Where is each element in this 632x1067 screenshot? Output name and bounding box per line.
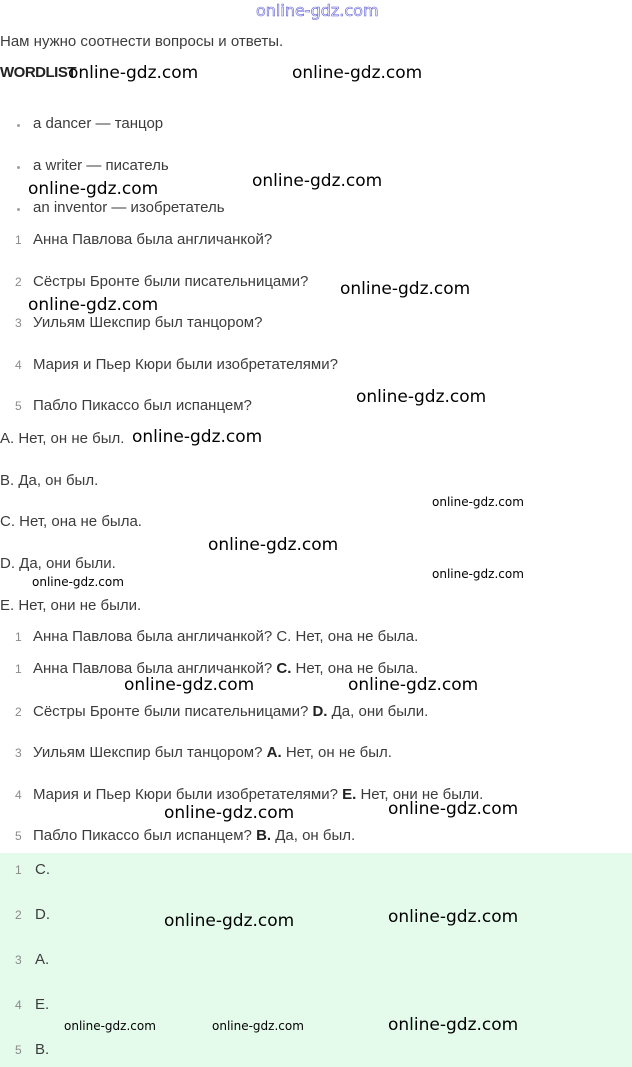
watermark: online-gdz.com [28, 295, 159, 315]
match-row [33, 744, 392, 761]
answer-letter: C. [35, 861, 50, 878]
match-number: 2 [15, 705, 22, 719]
bullet [17, 208, 20, 211]
match-question: Анна Павлова была англичанкой? [33, 660, 273, 677]
answer-number: 4 [15, 998, 22, 1012]
word-item: a writer — писатель [33, 157, 169, 174]
question-number: 2 [15, 275, 22, 289]
question-text: Мария и Пьер Кюри были изобретателями? [33, 356, 338, 373]
option-item: A. Нет, он не был. [0, 430, 125, 447]
answer-number: 2 [15, 908, 22, 922]
bullet [17, 166, 20, 169]
match-answer: Да, они были. [331, 703, 429, 720]
match-letter: B. [256, 827, 272, 844]
watermark: online-gdz.com [64, 1019, 156, 1033]
watermark: online-gdz.com [28, 179, 159, 199]
match-answer: Да, он был. [275, 827, 356, 844]
watermark: online-gdz.com [32, 575, 124, 589]
watermark: online-gdz.com [388, 907, 519, 927]
match-question: Сёстры Бронте были писательницами? [33, 703, 309, 720]
match-row [33, 703, 428, 720]
question-text: Пабло Пикассо был испанцем? [33, 397, 252, 414]
match-row [33, 827, 355, 844]
watermark: online-gdz.com [388, 799, 519, 819]
match-question: Пабло Пикассо был испанцем? [33, 827, 252, 844]
match-letter: A. [266, 744, 282, 761]
question-number: 4 [15, 358, 22, 372]
answer-box [0, 853, 632, 1067]
match-answer: Нет, он не был. [285, 744, 392, 761]
answer-letter: B. [35, 1041, 50, 1058]
watermark: online-gdz.com [208, 535, 339, 555]
option-item: E. Нет, они не были. [0, 597, 142, 614]
question-number: 3 [15, 316, 22, 330]
question-number: 1 [15, 233, 22, 247]
question-text: Анна Павлова была англичанкой? [33, 231, 273, 248]
match-answer: Нет, она не была. [295, 660, 419, 677]
match-number: 3 [15, 746, 22, 760]
watermark: online-gdz.com [212, 1019, 304, 1033]
watermark: online-gdz.com [124, 675, 255, 695]
question-text: Сёстры Бронте были писательницами? [33, 273, 309, 290]
match-answer: Нет, они не были. [360, 786, 484, 803]
answer-letter: A. [35, 951, 50, 968]
watermark: online-gdz.com [164, 803, 295, 823]
watermark: online-gdz.com [432, 495, 524, 509]
option-item: C. Нет, она не была. [0, 513, 142, 530]
watermark: online-gdz.com [356, 387, 487, 407]
word-item: an inventor — изобретатель [33, 199, 225, 216]
watermark: online-gdz.com [132, 427, 263, 447]
answer-letter: D. [35, 906, 50, 923]
answer-number: 5 [15, 1043, 22, 1057]
watermark: online-gdz.com [388, 1015, 519, 1035]
match-letter: D. [312, 703, 328, 720]
watermark: online-gdz.com [340, 279, 471, 299]
watermark: online-gdz.com [164, 911, 295, 931]
watermark: online-gdz.com [252, 171, 383, 191]
question-text: Уильям Шекспир был танцором? [33, 314, 263, 331]
example-text: Анна Павлова была англичанкой? С. Нет, она не была. [33, 628, 419, 645]
answer-letter: E. [35, 996, 50, 1013]
watermark: online-gdz.com [292, 63, 423, 83]
word-item: a dancer — танцор [33, 115, 164, 132]
match-number: 5 [15, 829, 22, 843]
bullet [17, 124, 20, 127]
match-question: Уильям Шекспир был танцором? [33, 744, 263, 761]
example-number: 1 [15, 630, 22, 644]
option-item: D. Да, они были. [0, 555, 116, 572]
watermark: online-gdz.com [348, 675, 479, 695]
match-letter: E. [342, 786, 357, 803]
match-number: 4 [15, 788, 22, 802]
match-letter: C. [276, 660, 292, 677]
question-number: 5 [15, 399, 22, 413]
answer-number: 1 [15, 863, 22, 877]
wordlist-label: WORDLIST [0, 64, 76, 81]
watermark: online-gdz.com [432, 567, 524, 581]
option-item: B. Да, он был. [0, 472, 99, 489]
answer-number: 3 [15, 953, 22, 967]
watermark: online-gdz.com [68, 63, 199, 83]
intro-text: Нам нужно соотнести вопросы и ответы. [0, 33, 284, 50]
match-number: 1 [15, 662, 22, 676]
match-question: Мария и Пьер Кюри были изобретателями? [33, 786, 338, 803]
top-watermark: online-gdz.com [256, 1, 379, 20]
